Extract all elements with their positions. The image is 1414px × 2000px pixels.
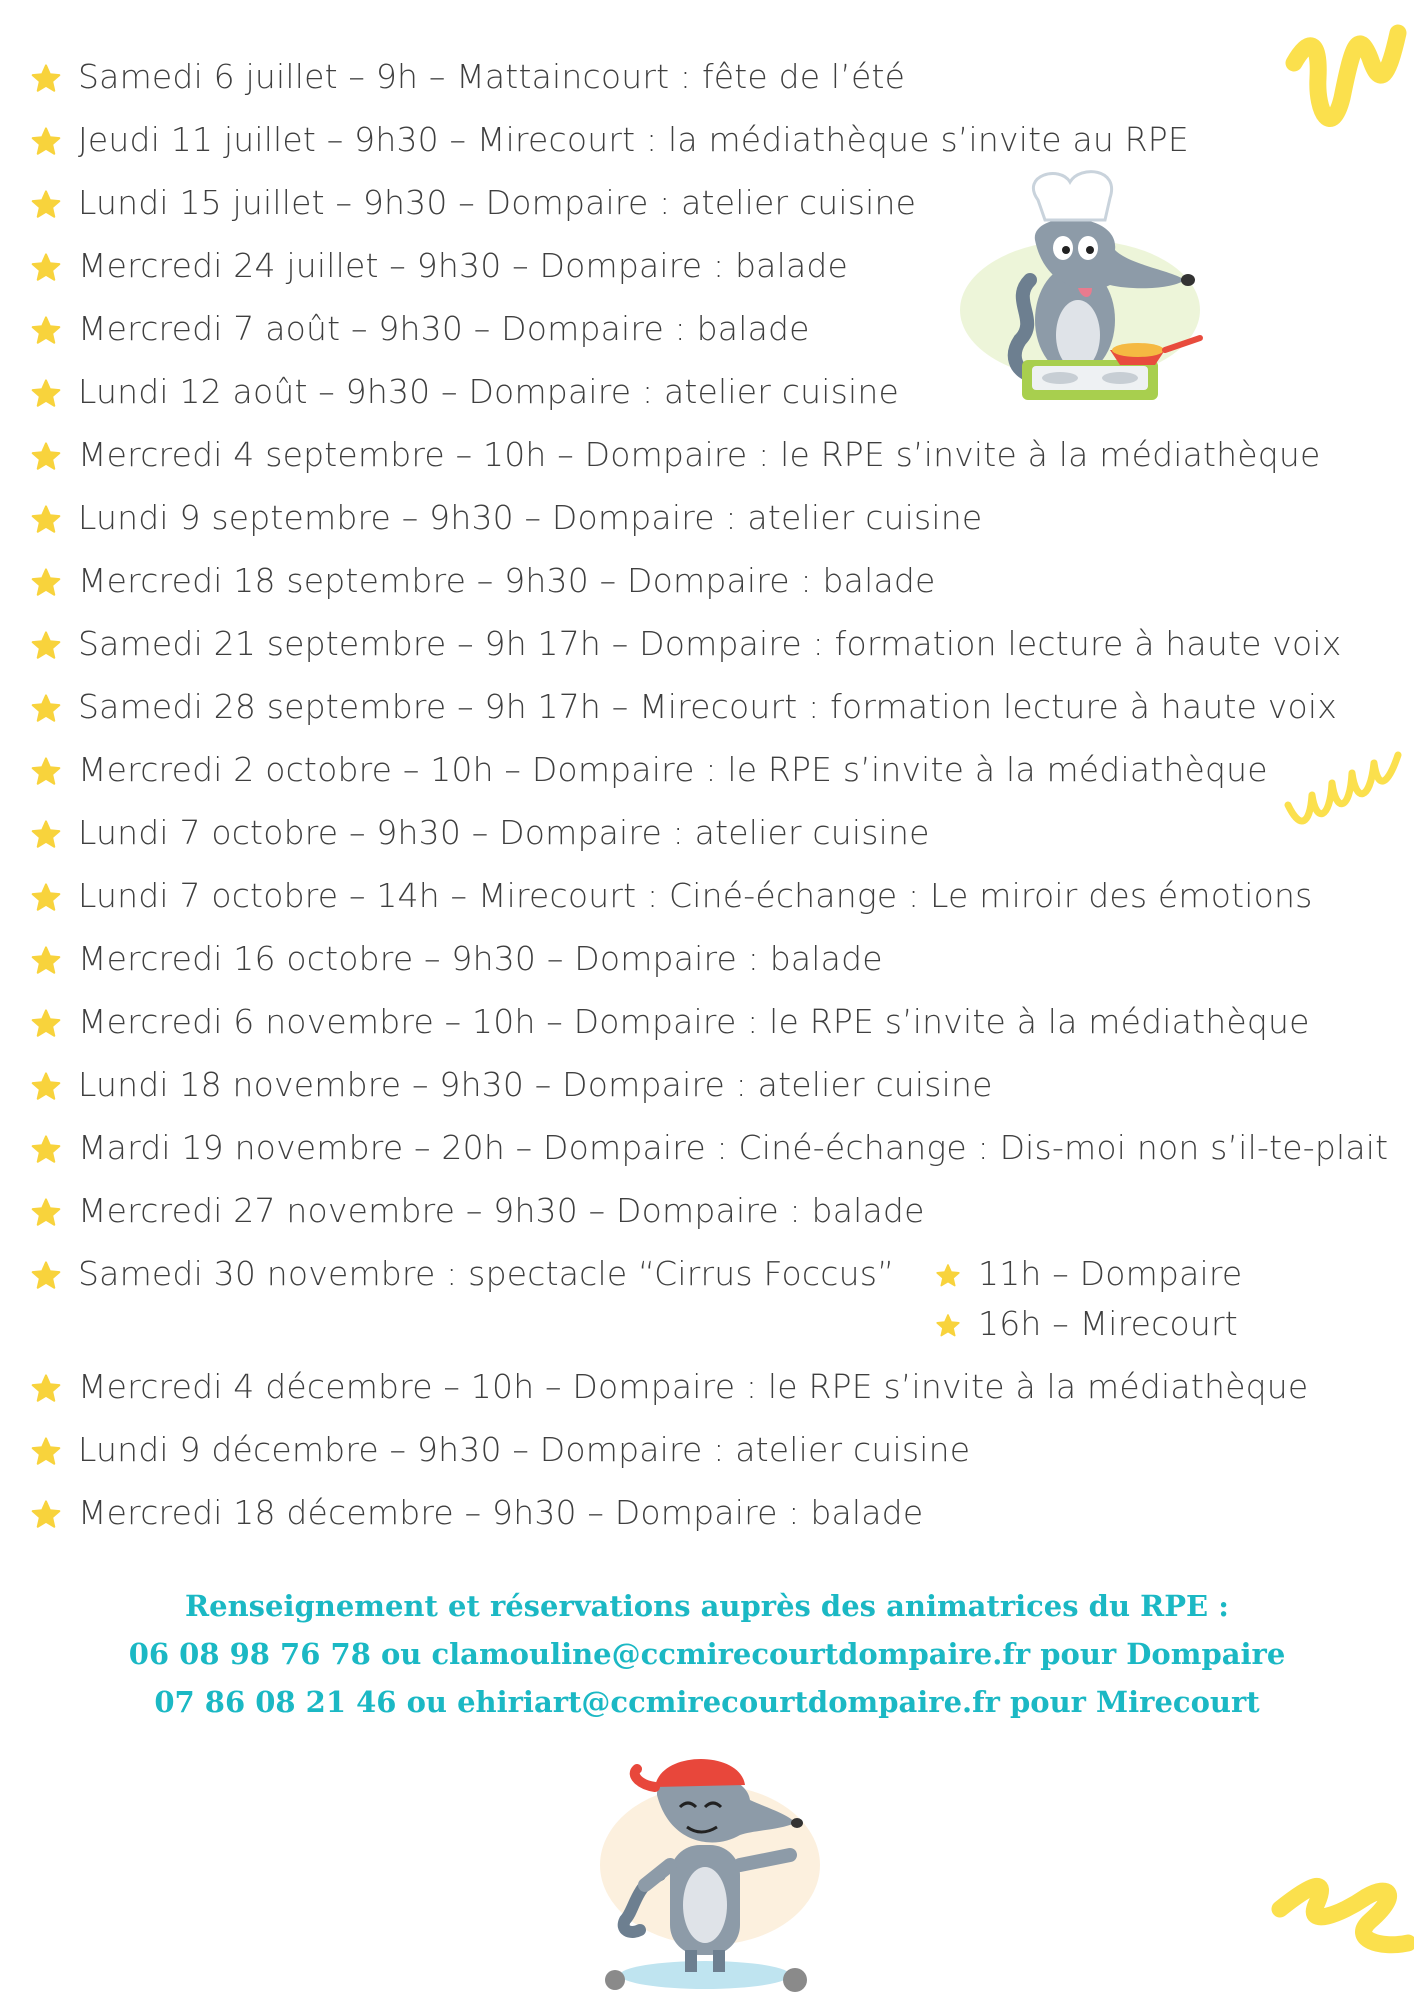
- star-icon: [30, 693, 62, 725]
- event-item: [30, 934, 1388, 997]
- star-icon: [30, 1373, 62, 1405]
- star-icon: [30, 126, 62, 158]
- event-item: [30, 1249, 1388, 1362]
- event-text: Mercredi 4 décembre – 10h – Dompaire : le RPE s’invite à la médiathèque: [78, 1367, 1309, 1406]
- event-text: Mercredi 18 décembre – 9h30 – Dompaire : balade: [78, 1493, 924, 1532]
- event-text: Lundi 12 août – 9h30 – Dompaire : atelier cuisine: [78, 372, 899, 411]
- event-text: Mercredi 16 octobre – 9h30 – Dompaire : balade: [78, 939, 883, 978]
- star-icon: [30, 819, 62, 851]
- event-item: [30, 1123, 1388, 1186]
- star-icon: [30, 1436, 62, 1468]
- event-item: [30, 1425, 1388, 1488]
- event-text: Mercredi 18 septembre – 9h30 – Dompaire : balade: [78, 561, 936, 600]
- event-text: Lundi 7 octobre – 14h – Mirecourt : Ciné-échange : Le miroir des émotions: [78, 876, 1313, 915]
- star-icon: [30, 63, 62, 95]
- event-text: Lundi 7 octobre – 9h30 – Dompaire : atelier cuisine: [78, 813, 930, 852]
- event-item: [30, 52, 1388, 115]
- star-icon: [30, 315, 62, 347]
- event-sub-item: [935, 1299, 1242, 1349]
- event-item: [30, 808, 1388, 871]
- event-text: Mercredi 4 septembre – 10h – Dompaire : le RPE s’invite à la médiathèque: [78, 435, 1321, 474]
- event-text: Lundi 9 décembre – 9h30 – Dompaire : atelier cuisine: [78, 1430, 971, 1469]
- event-item: [30, 178, 1388, 241]
- star-icon: [30, 567, 62, 599]
- star-icon: [30, 882, 62, 914]
- star-icon: [935, 1263, 961, 1289]
- event-text: Mercredi 2 octobre – 10h – Dompaire : le RPE s’invite à la médiathèque: [78, 750, 1268, 789]
- event-item: [30, 745, 1388, 808]
- event-item: [30, 241, 1388, 304]
- event-item: [30, 115, 1388, 178]
- event-item: [30, 493, 1388, 556]
- contact-heading: Renseignement et réservations auprès des animatrices du RPE :: [185, 1589, 1229, 1623]
- event-text: Mercredi 24 juillet – 9h30 – Dompaire : balade: [78, 246, 849, 285]
- event-item: [30, 367, 1388, 430]
- event-item: [30, 1186, 1388, 1249]
- event-text: Mercredi 27 novembre – 9h30 – Dompaire : balade: [78, 1191, 925, 1230]
- contact-dompaire: 06 08 98 76 78 ou clamouline@ccmirecourtdompaire.fr pour Dompaire: [128, 1637, 1286, 1671]
- event-item: [30, 1488, 1388, 1551]
- event-sub-item: [935, 1249, 1242, 1299]
- event-text: Mercredi 7 août – 9h30 – Dompaire : balade: [78, 309, 810, 348]
- star-icon: [30, 1008, 62, 1040]
- event-sub-list: [935, 1249, 1242, 1349]
- event-item: [30, 871, 1388, 934]
- cap-wolf-illustration: [575, 1745, 845, 1995]
- star-icon: [30, 1260, 62, 1292]
- star-icon: [30, 378, 62, 410]
- event-item: [30, 1060, 1388, 1123]
- star-icon: [30, 504, 62, 536]
- event-text: Mercredi 6 novembre – 10h – Dompaire : le RPE s’invite à la médiathèque: [78, 1002, 1310, 1041]
- star-icon: [30, 756, 62, 788]
- event-sub-text: 16h – Mirecourt: [978, 1304, 1238, 1343]
- event-item: [30, 1362, 1388, 1425]
- event-sub-text: 11h – Dompaire: [978, 1254, 1243, 1293]
- star-icon: [30, 252, 62, 284]
- star-icon: [30, 189, 62, 221]
- event-list: [30, 52, 1388, 1551]
- star-icon: [30, 1134, 62, 1166]
- contact-info: [0, 1582, 1414, 1726]
- event-text: Samedi 6 juillet – 9h – Mattaincourt : fête de l’été: [78, 57, 906, 96]
- star-icon: [30, 1499, 62, 1531]
- star-icon: [935, 1313, 961, 1339]
- event-text: Mardi 19 novembre – 20h – Dompaire : Ciné-échange : Dis-moi non s’il-te-plait: [78, 1128, 1389, 1167]
- star-icon: [30, 1197, 62, 1229]
- event-text: Samedi 28 septembre – 9h 17h – Mirecourt : formation lecture à haute voix: [78, 687, 1338, 726]
- event-text: Lundi 18 novembre – 9h30 – Dompaire : atelier cuisine: [78, 1065, 993, 1104]
- event-item: [30, 304, 1388, 367]
- star-icon: [30, 630, 62, 662]
- star-icon: [30, 1071, 62, 1103]
- event-text: Jeudi 11 juillet – 9h30 – Mirecourt : la médiathèque s’invite au RPE: [78, 120, 1189, 159]
- event-item: [30, 619, 1388, 682]
- star-icon: [30, 945, 62, 977]
- event-item: [30, 556, 1388, 619]
- event-text: Samedi 30 novembre : spectacle “Cirrus Foccus”: [78, 1254, 895, 1293]
- star-icon: [30, 441, 62, 473]
- contact-mirecourt: 07 86 08 21 46 ou ehiriart@ccmirecourtdompaire.fr pour Mirecourt: [154, 1685, 1260, 1719]
- squiggle-bottom-right: [1270, 1865, 1414, 1975]
- event-text: Lundi 15 juillet – 9h30 – Dompaire : atelier cuisine: [78, 183, 917, 222]
- event-item: [30, 430, 1388, 493]
- event-item: [30, 682, 1388, 745]
- event-text: Samedi 21 septembre – 9h 17h – Dompaire : formation lecture à haute voix: [78, 624, 1342, 663]
- event-text: Lundi 9 septembre – 9h30 – Dompaire : atelier cuisine: [78, 498, 983, 537]
- event-item: [30, 997, 1388, 1060]
